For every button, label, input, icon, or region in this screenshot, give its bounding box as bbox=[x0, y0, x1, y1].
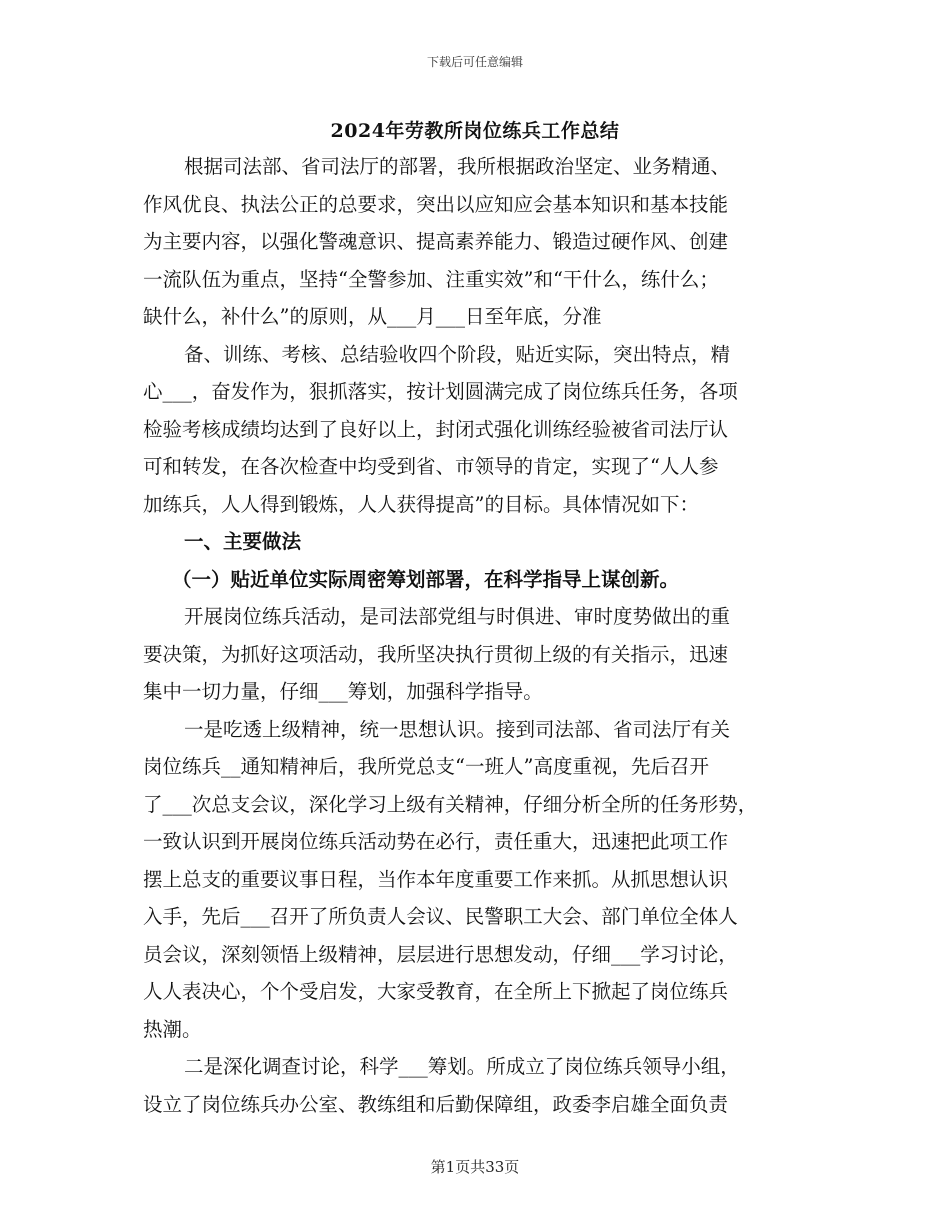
page-header: 下载后可任意编辑 bbox=[426, 55, 523, 69]
paragraph-line: 热潮。 bbox=[143, 1017, 202, 1041]
paragraph-line: 二是深化调查讨论，科学___筹划。所成立了岗位练兵领导小组， bbox=[184, 1055, 740, 1078]
paragraph-line: 摆上总支的重要议事日程，当作本年度重要工作来抓。从抓思想认识 bbox=[143, 867, 729, 891]
document-title: 2024年劳教所岗位练兵工作总结 bbox=[330, 120, 620, 142]
paragraph-line: 开展岗位练兵活动，是司法部党组与时俱进、审时度势做出的重 bbox=[184, 605, 731, 628]
paragraph-line: 作风优良、执法公正的总要求，突出以应知应会基本知识和基本技能 bbox=[143, 192, 729, 216]
paragraph-line: 心___，奋发作为，狠抓落实，按计划圆满完成了岗位练兵任务，各项 bbox=[143, 380, 738, 403]
page-footer: 第1页共33页 bbox=[430, 1158, 520, 1176]
paragraph-line: 可和转发，在各次检查中均受到省、市领导的肯定，实现了“人人参 bbox=[143, 455, 719, 478]
paragraph-line: 一致认识到开展岗位练兵活动势在必行，责任重大，迅速把此项工作 bbox=[143, 830, 729, 853]
paragraph-line: 检验考核成绩均达到了良好以上，封闭式强化训练经验被省司法厅认 bbox=[143, 417, 729, 441]
paragraph-line: 缺什么，补什么”的原则，从___月___日至年底，分准 bbox=[143, 305, 602, 328]
document-body bbox=[143, 148, 823, 1123]
paragraph-line: 设立了岗位练兵办公室、教练组和后勤保障组，政委李启雄全面负责 bbox=[143, 1092, 729, 1116]
paragraph-line: 一流队伍为重点，坚持“全警参加、注重实效”和“干什么，练什么； bbox=[143, 267, 719, 291]
paragraph-line: 入手，先后___召开了所负责人会议、民警职工大会、部门单位全体人 bbox=[143, 905, 738, 928]
section-heading: 一、主要做法 bbox=[184, 530, 302, 553]
paragraph-line: 一是吃透上级精神，统一思想认识。接到司法部、省司法厅有关 bbox=[184, 717, 731, 741]
paragraph-line: 根据司法部、省司法厅的部署，我所根据政治坚定、业务精通、 bbox=[184, 155, 731, 178]
paragraph-line: 加练兵，人人得到锻炼，人人获得提高”的目标。具体情况如下： bbox=[143, 492, 699, 516]
paragraph-line: 员会议，深刻领悟上级精神，层层进行思想发动，仔细___学习讨论， bbox=[143, 942, 738, 966]
paragraph-line: 集中一切力量，仔细___筹划，加强科学指导。 bbox=[143, 680, 543, 703]
paragraph-line: 岗位练兵__通知精神后，我所党总支“一班人”高度重视，先后召开 bbox=[143, 755, 709, 778]
paragraph-line: 备、训练、考核、总结验收四个阶段，贴近实际，突出特点，精 bbox=[184, 342, 731, 366]
paragraph-line: 为主要内容，以强化警魂意识、提高素养能力、锻造过硬作风、创建 bbox=[143, 230, 729, 253]
subsection-heading: （一）贴近单位实际周密筹划部署，在科学指导上谋创新。 bbox=[172, 567, 680, 591]
paragraph-line: 要决策，为抓好这项活动，我所坚决执行贯彻上级的有关指示，迅速 bbox=[143, 642, 729, 666]
paragraph-line: 人人表决心，个个受启发，大家受教育，在全所上下掀起了岗位练兵 bbox=[143, 980, 729, 1003]
paragraph-line: 了___次总支会议，深化学习上级有关精神，仔细分析全所的任务形势， bbox=[143, 792, 758, 816]
